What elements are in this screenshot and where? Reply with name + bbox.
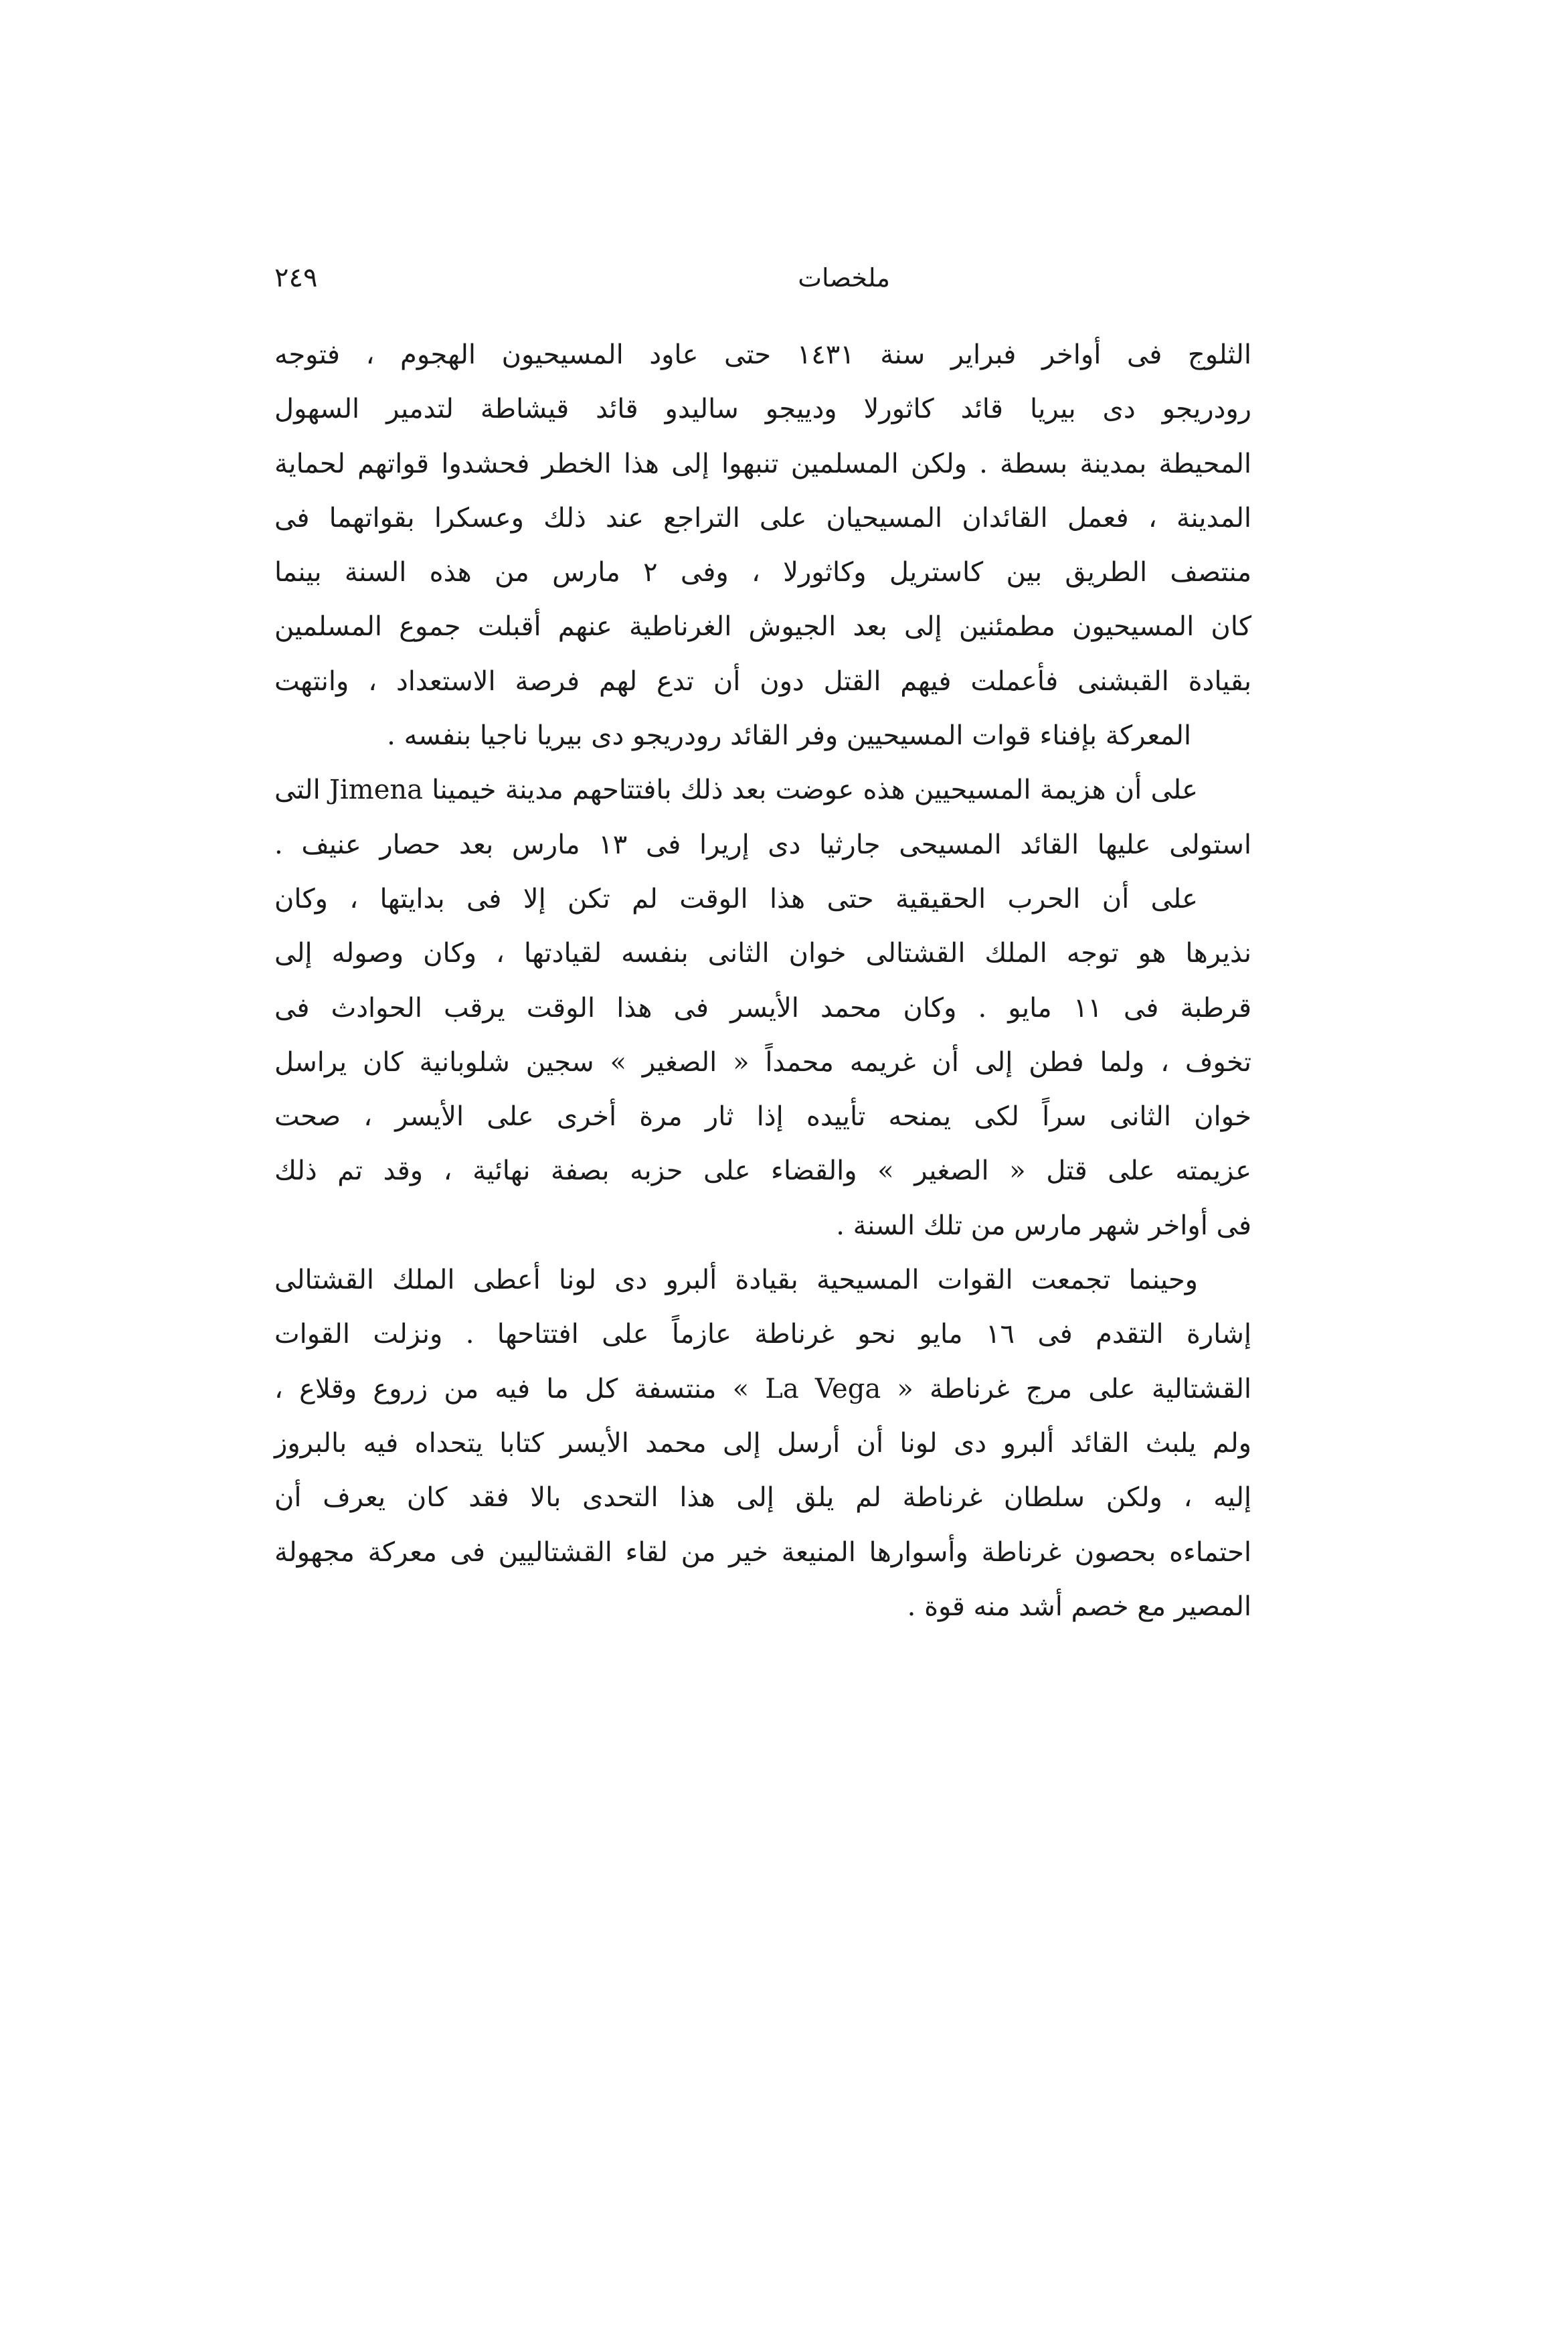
paragraph	[274, 1253, 1251, 1634]
running-head-title: ملخصات	[798, 263, 890, 293]
page-number: ٢٤٩	[274, 262, 318, 293]
text-line: عزيمته على قتل « الصغير » والقضاء على حزبه بصفة نهائية ، وقد تم ذلك	[274, 1155, 1251, 1187]
text-line: إشارة التقدم فى ١٦ مايو نحو غرناطة عازماً على افتتاحها . ونزلت القوات	[274, 1319, 1251, 1350]
text-line: الثلوج فى أواخر فبراير سنة ١٤٣١ حتى عاود المسيحيون الهجوم ، فتوجه	[274, 339, 1251, 370]
paragraph	[274, 328, 1251, 763]
text-line: على أن الحرب الحقيقية حتى هذا الوقت لم تكن إلا فى بدايتها ، وكان	[274, 883, 1198, 914]
text-line: خوان الثانى سراً لكى يمنحه تأييده إذا ثار مرة أخرى على الأيسر ، صحت	[274, 1101, 1251, 1133]
text-line: المحيطة بمدينة بسطة . ولكن المسلمين تنبهوا إلى هذا الخطر فحشدوا قواتهم لحماية	[274, 448, 1251, 479]
text-line: المعركة بإفناء قوات المسيحيين وفر القائد رودريجو دى بيريا ناجيا بنفسه .	[387, 720, 1191, 752]
text-line: بقيادة القبشنى فأعملت فيهم القتل دون أن تدع لهم فرصة الاستعداد ، وانتهت	[274, 665, 1251, 697]
text-line: استولى عليها القائد المسيحى جارثيا دى إريرا فى ١٣ مارس بعد حصار عنيف .	[274, 829, 1251, 860]
text-line: قرطبة فى ١١ مايو . وكان محمد الأيسر فى هذا الوقت يرقب الحوادث فى	[274, 992, 1252, 1024]
text-line: القشتالية على مرج غرناطة « La Vega » منتسفة كل ما فيه من زروع وقلاع ،	[274, 1373, 1251, 1404]
text-line: تخوف ، ولما فطن إلى أن غريمه محمداً « الصغير » سجين شلوبانية كان يراسل	[274, 1046, 1251, 1078]
body-text	[274, 328, 1251, 1634]
text-line: كان المسيحيون مطمئنين إلى بعد الجيوش الغرناطية عنهم أقبلت جموع المسلمين	[274, 611, 1251, 643]
text-line: المصير مع خصم أشد منه قوة .	[907, 1591, 1251, 1622]
text-line: على أن هزيمة المسيحيين هذه عوضت بعد ذلك بافتتاحهم مدينة خيمينا Jimena التى	[274, 775, 1198, 806]
text-line: إليه ، ولكن سلطان غرناطة لم يلق إلى هذا التحدى بالا فقد كان يعرف أن	[274, 1482, 1251, 1514]
paragraph	[274, 872, 1251, 1253]
text-line: احتماءه بحصون غرناطة وأسوارها المنيعة خير من لقاء القشتاليين فى معركة مجهولة	[274, 1536, 1251, 1568]
text-line: فى أواخر شهر مارس من تلك السنة .	[836, 1210, 1251, 1241]
text-line: منتصف الطريق بين كاستريل وكاثورلا ، وفى ٢ مارس من هذه السنة بينما	[274, 557, 1251, 588]
running-head	[274, 258, 1251, 298]
text-line: وحينما تجمعت القوات المسيحية بقيادة ألبرو دى لونا أعطى الملك القشتالى	[274, 1265, 1198, 1296]
text-line: رودريجو دى بيريا قائد كاثورلا ودييجو ساليدو قائد قيشاطة لتدمير السهول	[274, 394, 1251, 425]
text-line: ولم يلبث القائد ألبرو دى لونا أن أرسل إلى محمد الأيسر كتابا يتحداه فيه بالبروز	[274, 1427, 1251, 1459]
text-line: المدينة ، فعمل القائدان المسيحيان على التراجع عند ذلك وعسكرا بقواتهما فى	[274, 502, 1251, 534]
text-line: نذيرها هو توجه الملك القشتالى خوان الثانى بنفسه لقيادتها ، وكان وصوله إلى	[274, 938, 1251, 969]
paragraph	[274, 763, 1251, 872]
